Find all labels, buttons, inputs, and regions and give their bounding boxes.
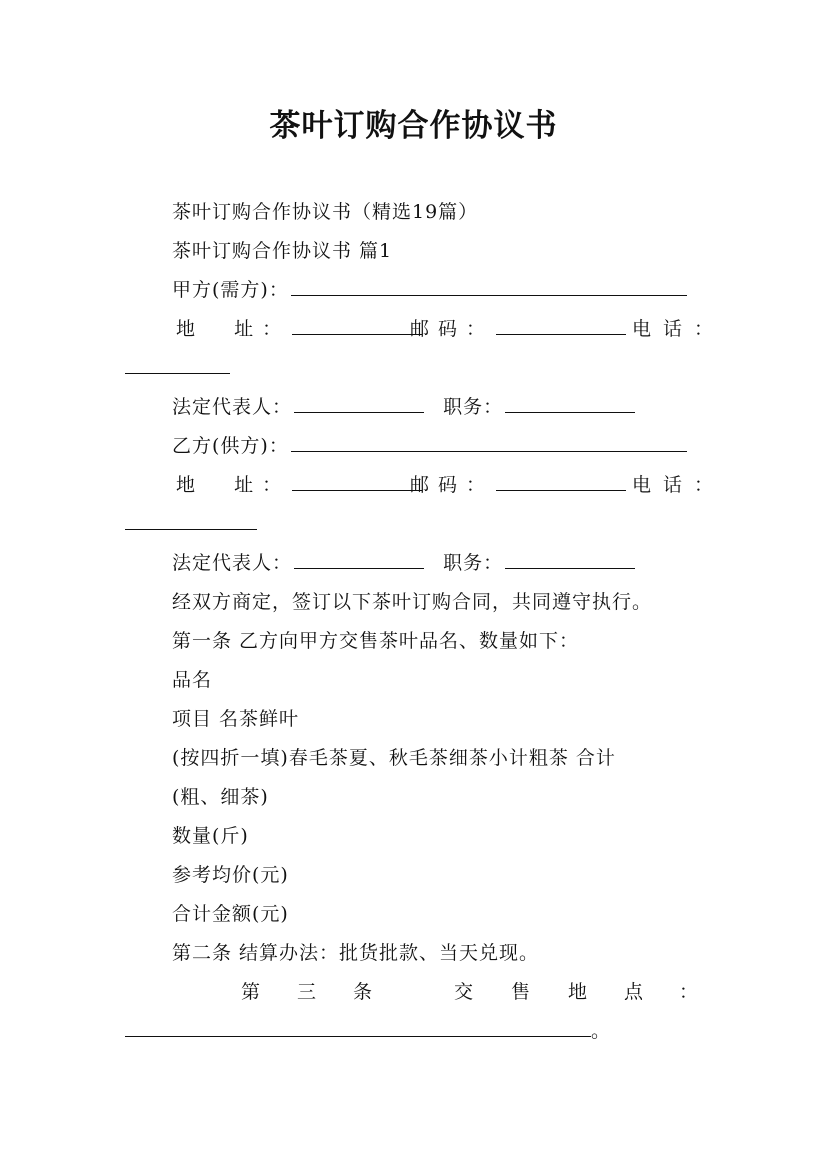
party-a-address-line bbox=[176, 316, 424, 342]
party-b-address-line bbox=[176, 472, 424, 498]
delivery-location-blank bbox=[125, 1018, 591, 1037]
quantity-label: 数量(斤) bbox=[172, 825, 249, 847]
postcode-label: 邮码： bbox=[410, 474, 495, 496]
legal-rep-label: 法定代表人： bbox=[172, 552, 293, 574]
party-a-label: 甲方(需方)： bbox=[172, 279, 289, 301]
position-label: 职务： bbox=[443, 396, 504, 418]
article-3-char: 条 bbox=[353, 981, 374, 1003]
postcode-label: 邮码： bbox=[410, 318, 495, 340]
phone-label: 电话： bbox=[632, 318, 726, 340]
postcode-blank bbox=[496, 472, 626, 491]
reference-price-label: 参考均价(元) bbox=[172, 864, 289, 886]
party-a-blank bbox=[291, 277, 687, 296]
legal-rep-blank bbox=[294, 550, 424, 569]
party-a-line bbox=[172, 277, 689, 303]
address-blank bbox=[292, 472, 422, 491]
article-3-char: 三 bbox=[297, 981, 318, 1003]
document-subtitle: 茶叶订购合作协议书（精选19篇） bbox=[172, 201, 479, 223]
article-3-heading bbox=[0, 979, 827, 1005]
section-heading: 茶叶订购合作协议书 篇1 bbox=[172, 240, 393, 262]
article-3-char: 点 bbox=[624, 981, 645, 1003]
party-b-phone-blank-line bbox=[125, 511, 257, 537]
document-title: 茶叶订购合作协议书 bbox=[269, 108, 558, 144]
item-coarse-fine: (粗、细茶) bbox=[172, 786, 269, 808]
article-3-char: 交 bbox=[454, 981, 475, 1003]
item-name: 品名 bbox=[172, 669, 213, 691]
party-b-line bbox=[172, 433, 689, 459]
total-amount-label: 合计金额(元) bbox=[172, 903, 289, 925]
party-a-postcode bbox=[410, 316, 628, 342]
party-a-legal-rep-line bbox=[172, 394, 637, 420]
party-b-postcode bbox=[410, 472, 628, 498]
article-3-char: ： bbox=[679, 981, 700, 1003]
position-label: 职务： bbox=[443, 552, 504, 574]
article-2: 第二条 结算办法：批货批款、当天兑现。 bbox=[172, 942, 540, 964]
party-a-phone bbox=[632, 316, 725, 342]
position-blank bbox=[505, 394, 635, 413]
legal-rep-blank bbox=[294, 394, 424, 413]
item-categories: (按四折一填)春毛茶夏、秋毛茶细茶小计粗茶 合计 bbox=[172, 747, 616, 769]
agreement-intro: 经双方商定，签订以下茶叶订购合同，共同遵守执行。 bbox=[172, 591, 653, 613]
article-3-char: 地 bbox=[568, 981, 589, 1003]
party-b-blank bbox=[291, 433, 687, 452]
party-a-phone-blank-line bbox=[125, 355, 230, 381]
party-b-label: 乙方(供方)： bbox=[172, 435, 289, 457]
phone-blank bbox=[125, 511, 257, 530]
item-project: 项目 名茶鲜叶 bbox=[172, 708, 300, 730]
legal-rep-label: 法定代表人： bbox=[172, 396, 293, 418]
article-3-end: 。 bbox=[591, 1020, 612, 1042]
address-label: 地 址： bbox=[176, 474, 291, 496]
phone-label: 电话： bbox=[632, 474, 726, 496]
address-blank bbox=[292, 316, 422, 335]
article-3-blank-line bbox=[125, 1018, 611, 1044]
phone-blank bbox=[125, 355, 230, 374]
article-3-char: 售 bbox=[511, 981, 532, 1003]
position-blank bbox=[505, 550, 635, 569]
address-label: 地 址： bbox=[176, 318, 291, 340]
article-1: 第一条 乙方向甲方交售茶叶品名、数量如下： bbox=[172, 630, 580, 652]
postcode-blank bbox=[496, 316, 626, 335]
article-3-char: 第 bbox=[241, 981, 262, 1003]
party-b-phone bbox=[632, 472, 725, 498]
party-b-legal-rep-line bbox=[172, 550, 637, 576]
